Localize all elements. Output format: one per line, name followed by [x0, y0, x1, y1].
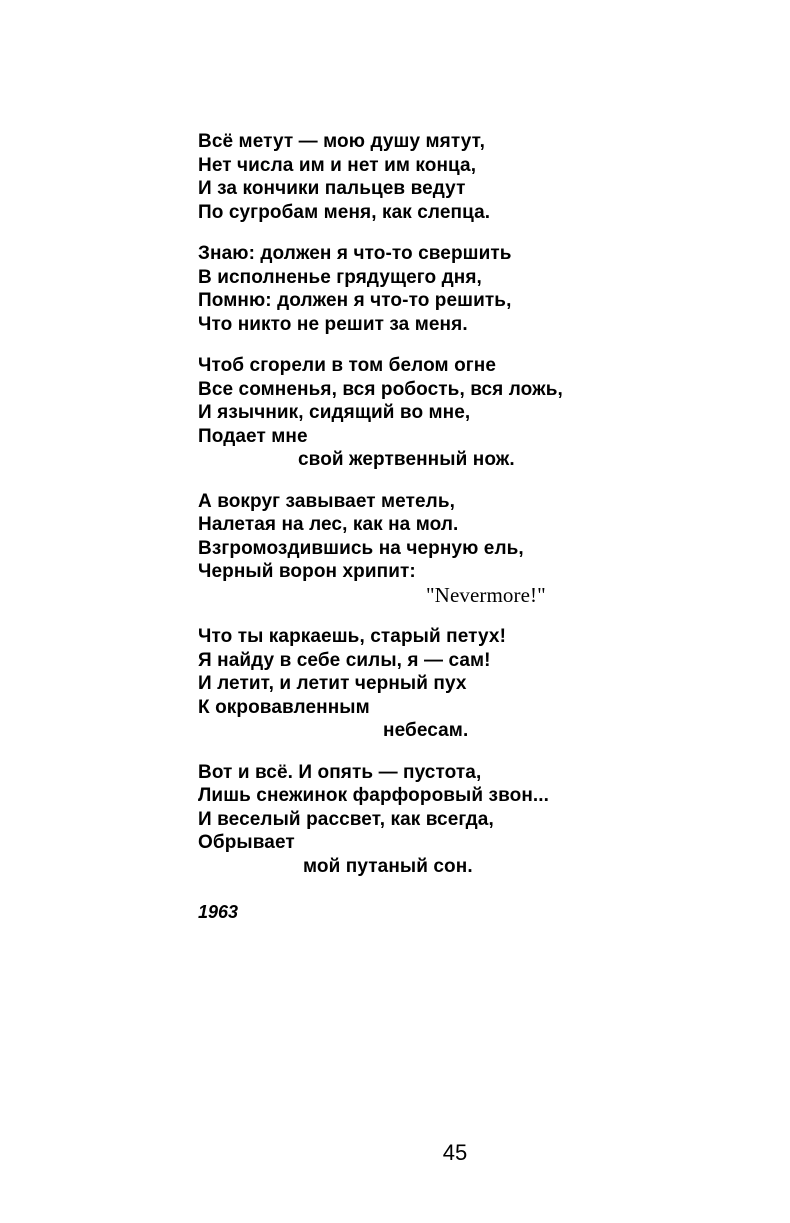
poem-line-indented: мой путаный сон. — [303, 855, 473, 877]
poem-line: Обрывает — [198, 832, 295, 853]
poem-line: Налетая на лес, как на мол. — [198, 514, 459, 535]
poem-line-indented: свой жертвенный нож. — [298, 449, 515, 470]
poem-line: Все сомненья, вся робость, вся ложь, — [198, 378, 563, 400]
page-number: 45 — [442, 1140, 468, 1165]
poem-line: Нет числа им и нет им конца, — [198, 154, 477, 176]
poem-line: Черный ворон хрипит: — [198, 561, 416, 582]
poem-line: И за кончики пальцев ведут — [198, 178, 466, 199]
stanza-6 — [198, 761, 758, 879]
poem-line: А вокруг завывает метель, — [198, 490, 455, 512]
poem-line: Что никто не решит за меня. — [198, 313, 468, 335]
poem-line: Что ты каркаешь, старый петух! — [198, 626, 506, 647]
poem-line: И летит, и летит черный пух — [198, 673, 467, 694]
stanza-1 — [198, 130, 758, 224]
poem-line: И язычник, сидящий во мне, — [198, 402, 471, 423]
poem-line: Знаю: должен я что-то свершить — [198, 243, 512, 264]
poem-line: К окровавленным — [198, 696, 370, 718]
poem-year: 1963 — [198, 902, 239, 922]
poem-line: Взгромоздившись на черную ель, — [198, 537, 524, 559]
poem-line: Помню: должен я что-то решить, — [198, 290, 512, 311]
poem-line: Чтоб сгорели в том белом огне — [198, 355, 497, 376]
poem-line-indented: небесам. — [383, 720, 469, 741]
poem-line: Вот и всё. И опять — пустота, — [198, 761, 482, 783]
poem — [198, 130, 758, 923]
stanza-4 — [198, 490, 758, 608]
stanza-3 — [198, 354, 758, 472]
poem-line-indented: "Nevermore!" — [426, 582, 546, 607]
stanza-5 — [198, 625, 758, 743]
poem-line: По сугробам меня, как слепца. — [198, 201, 491, 223]
poem-line: Подает мне — [198, 425, 308, 447]
poem-line: Всё метут — мою душу мятут, — [198, 131, 485, 152]
poem-line: Я найду в себе силы, я — сам! — [198, 649, 491, 671]
poem-line: И веселый рассвет, как всегда, — [198, 808, 494, 830]
poem-line: В исполненье грядущего дня, — [198, 266, 482, 288]
poem-line: Лишь снежинок фарфоровый звон... — [198, 785, 550, 806]
stanza-2 — [198, 242, 758, 336]
